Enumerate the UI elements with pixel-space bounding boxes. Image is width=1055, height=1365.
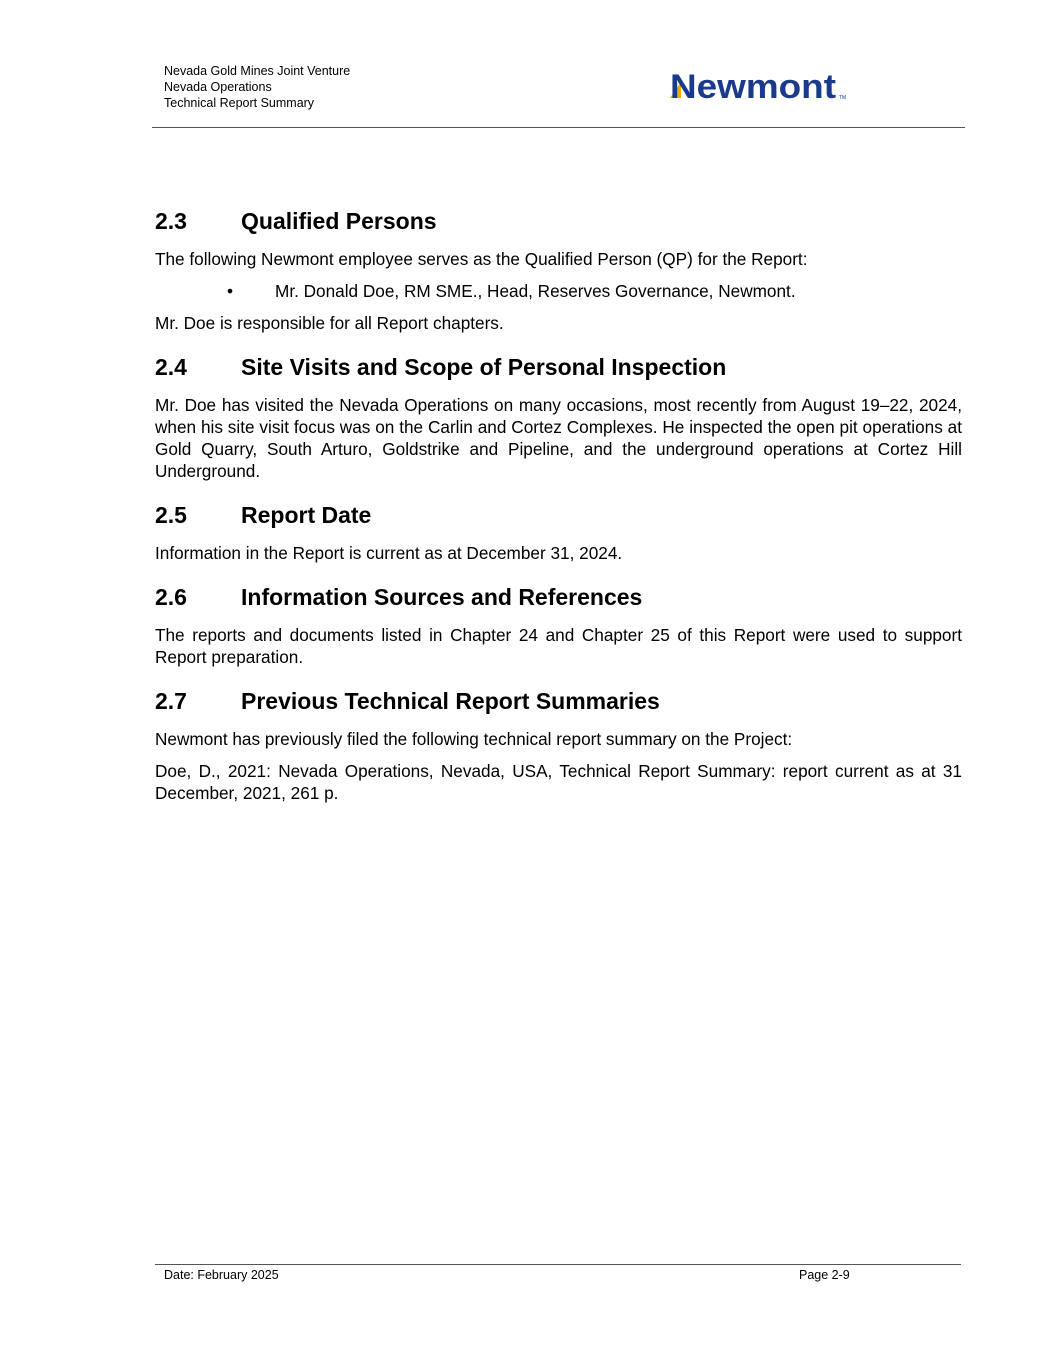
footer-date: Date: February 2025: [164, 1268, 279, 1282]
footer-page-number: Page 2-9: [799, 1268, 850, 1282]
paragraph: Newmont has previously filed the following technical report summary on the Project:: [155, 729, 793, 749]
section-title: Report Date: [241, 502, 372, 528]
paragraph: The reports and documents listed in Chapter 24 and Chapter 25 of this Report were used to support Report preparation.: [155, 625, 962, 667]
reference-entry: Doe, D., 2021: Nevada Operations, Nevada, USA, Technical Report Summary: report current as at 31 December, 2021, 261 p.: [155, 761, 962, 803]
section-number: 2.3: [155, 208, 187, 234]
footer-divider: [155, 1264, 961, 1265]
section-number: 2.5: [155, 502, 187, 528]
section-heading-qualified-persons: [155, 206, 962, 236]
section-heading-previous-reports: [155, 686, 962, 716]
newmont-logo-graphic: [668, 66, 858, 104]
section-number: 2.6: [155, 584, 187, 610]
header-project: Nevada Gold Mines Joint Venture: [164, 64, 351, 78]
header-operation: Nevada Operations: [164, 80, 272, 94]
header-divider: [152, 127, 965, 128]
paragraph: The following Newmont employee serves as the Qualified Person (QP) for the Report:: [155, 249, 808, 269]
paragraph: Information in the Report is current as at December 31, 2024.: [155, 543, 623, 563]
paragraph: Mr. Doe has visited the Nevada Operations on many occasions, most recently from August 19–22, 2024, when his site visit focus was on the Carlin and Cortez Complexes. He inspected the open pit operations at Gold Quarry, South Arturo, Goldstrike and Pipeline, and the underground operations at Cortez Hill Underground.: [155, 395, 962, 481]
bullet-icon: •: [227, 281, 234, 301]
section-heading-information-sources: [155, 582, 962, 612]
header-doc-type: Technical Report Summary: [164, 96, 315, 110]
newmont-logo: [668, 66, 858, 104]
section-title: Site Visits and Scope of Personal Inspection: [241, 354, 727, 380]
header-info: [164, 63, 350, 111]
section-heading-report-date: [155, 500, 962, 530]
logo-wordmark: Newmont: [670, 68, 836, 104]
list-item: [155, 280, 962, 302]
list-item-text: Mr. Donald Doe, RM SME., Head, Reserves Governance, Newmont.: [275, 281, 796, 301]
section-heading-site-visits: [155, 352, 962, 382]
section-title: Previous Technical Report Summaries: [241, 688, 660, 714]
paragraph: Mr. Doe is responsible for all Report chapters.: [155, 313, 504, 333]
section-title: Qualified Persons: [241, 208, 437, 234]
section-number: 2.4: [155, 354, 187, 380]
section-number: 2.7: [155, 688, 187, 714]
logo-trademark: TM: [839, 95, 847, 101]
document-body: [155, 206, 962, 814]
section-title: Information Sources and References: [241, 584, 643, 610]
